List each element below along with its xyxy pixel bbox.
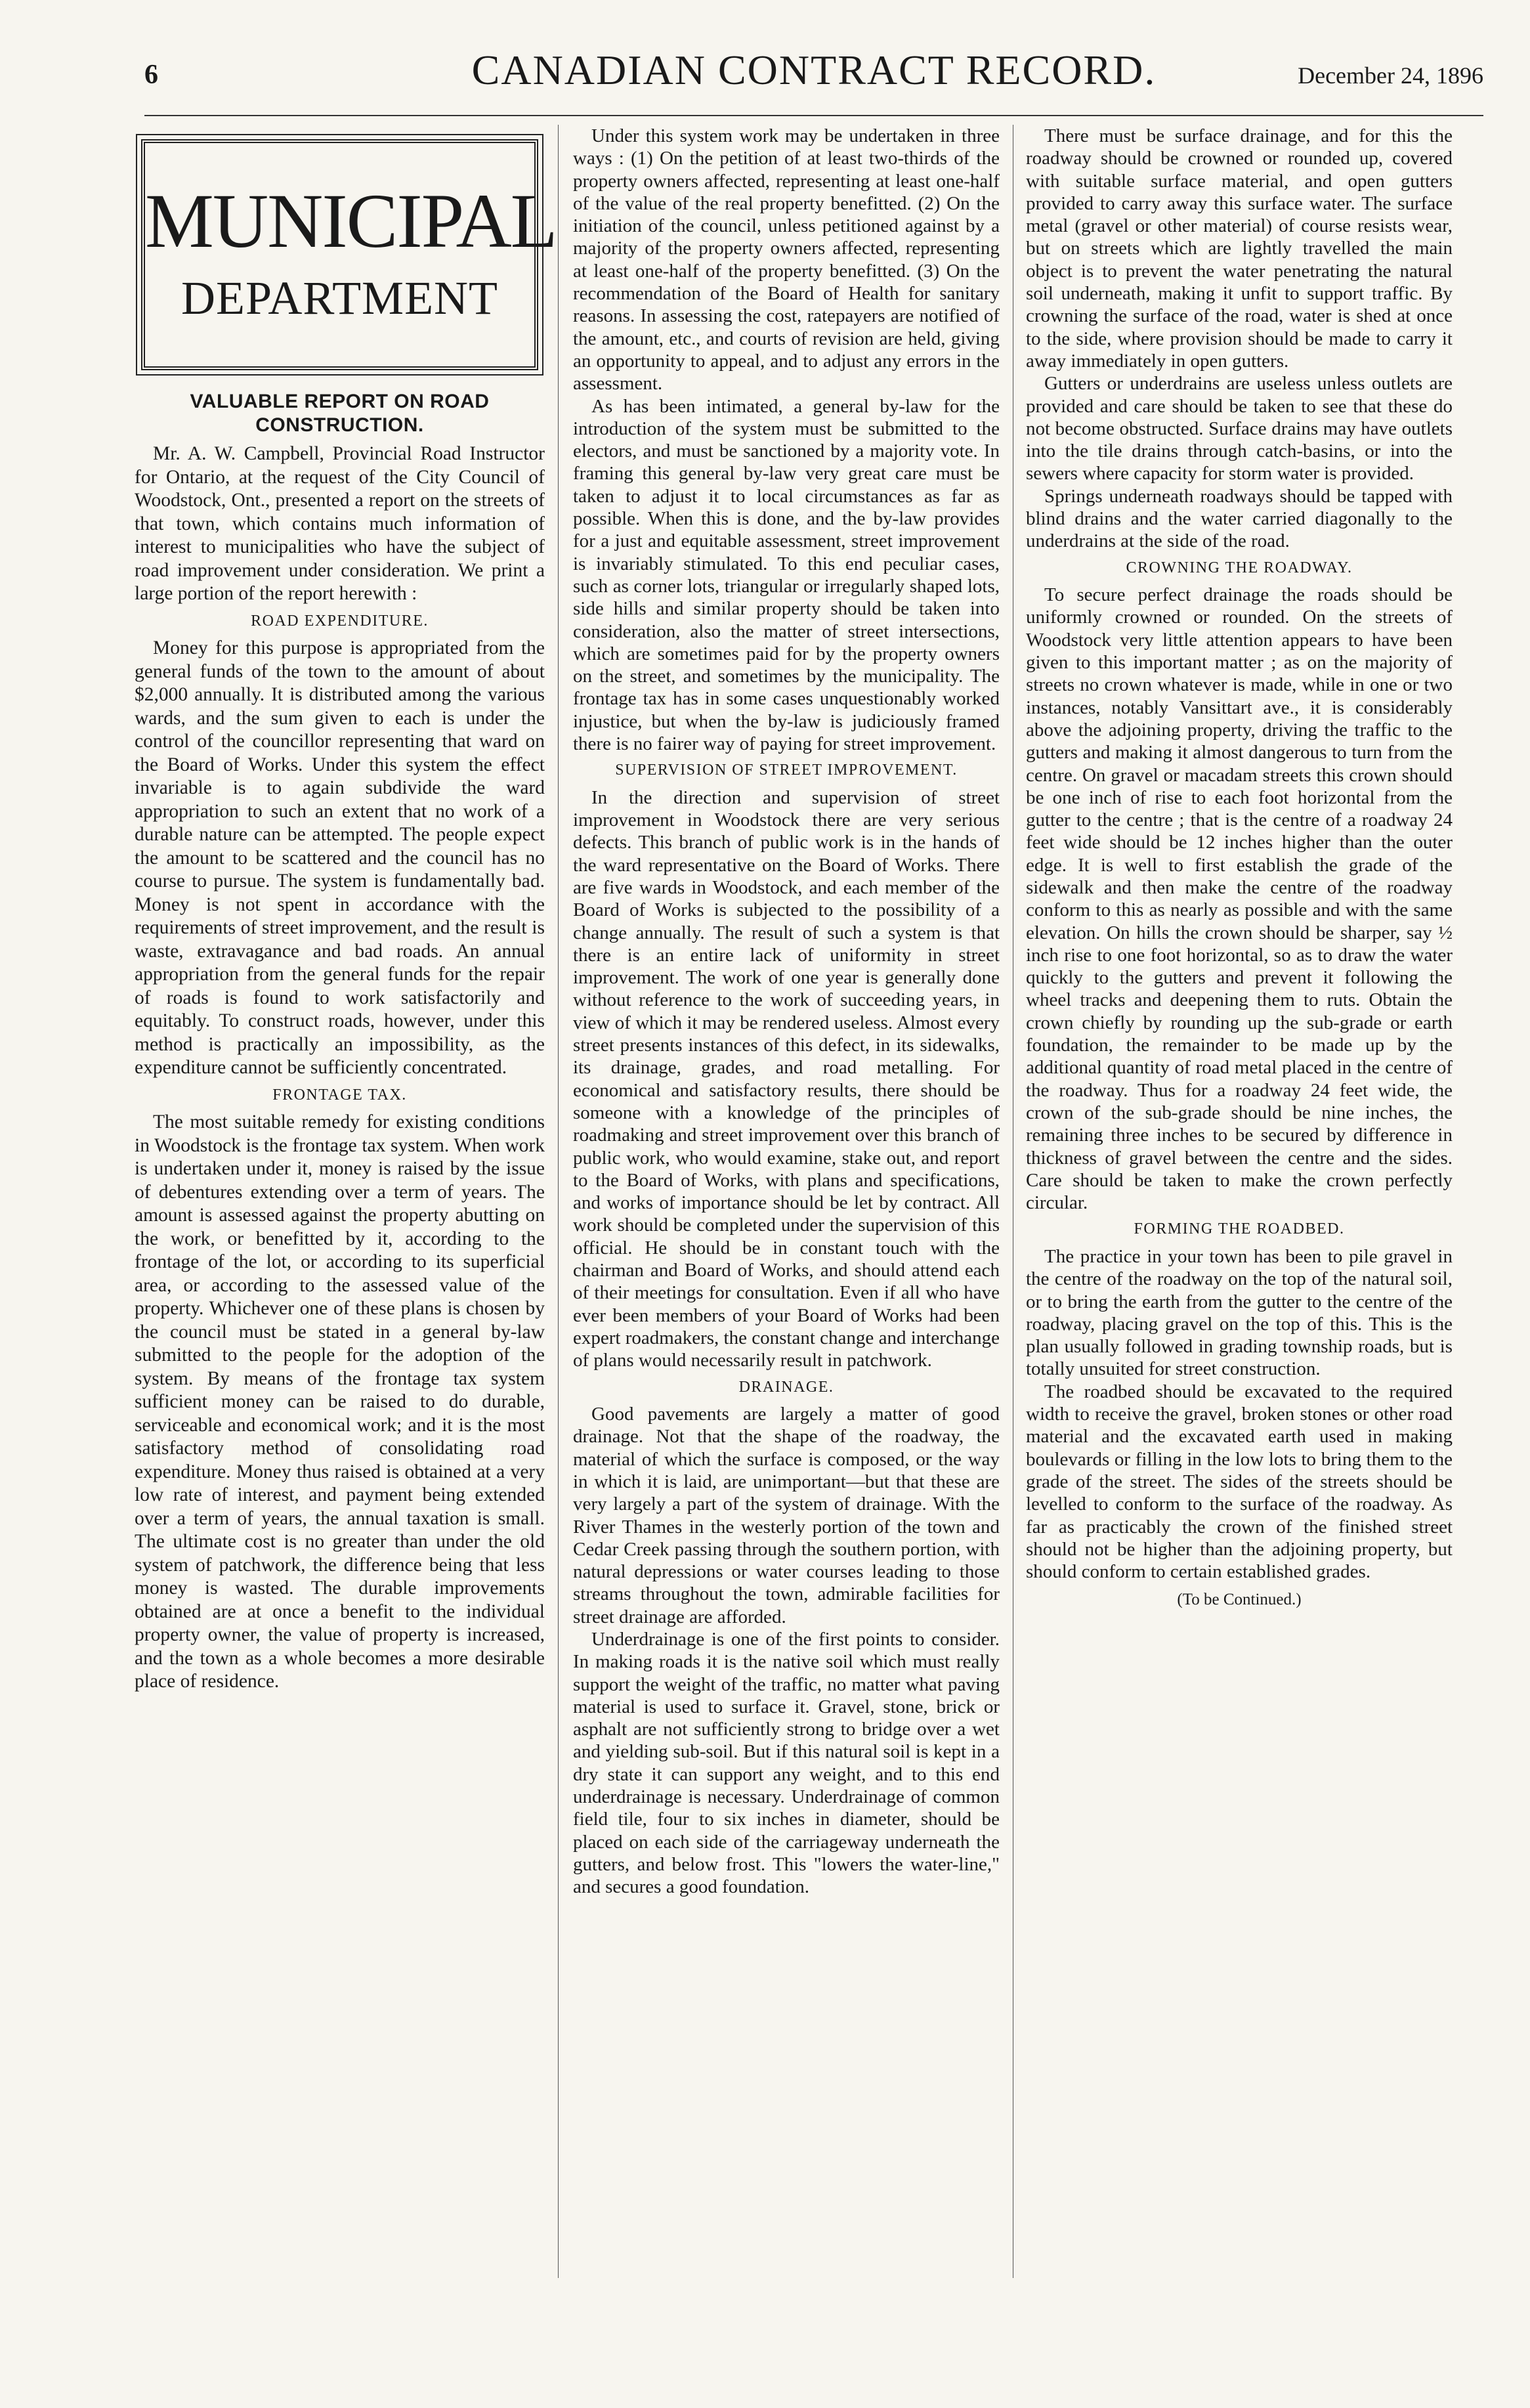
section-heading: FRONTAGE TAX. — [272, 1086, 407, 1104]
section-heading: CROWNING THE ROADWAY. — [1126, 559, 1353, 576]
paragraph: The practice in your town has been to pile gravel in the centre of the roadway on the top of the natural soil, or to bring the earth from the gutter to the centre of the roadway, placing gravel on the top of this. This is the plan usually followed in grading township roads, but is totally unsuited for street construction. — [1026, 1245, 1453, 1380]
paragraph: Springs underneath roadways should be tapped with blind drains and the water carried diagonally to the underdrains at the side of the road. — [1026, 485, 1453, 552]
section-heading: DRAINAGE. — [738, 1378, 834, 1396]
paragraph: Under this system work may be undertaken in three ways : (1) On the petition of at least two-thirds of the property owners affected, representing at least one-half of the value of the real property benefitted. (2) On the initiation of the council, unless petitioned against by a majority of the property owners affected, representing at least one-half of the property benefitted. (3) On the recommendation of the Board of Health for sanitary reasons. In assessing the cost, ratepayers are notified of the amount, etc., and courts of revision are held, giving an opportunity to appeal, and to adjust any errors in the assessment. — [573, 125, 1000, 395]
page-header — [144, 47, 1483, 112]
paragraph: As has been intimated, a general by-law for the introduction of the system must be submitted to the electors, and must be sanctioned by a majority vote. In framing this general by-law very great care must be taken to adjust it to local circumstances as far as possible. When this is done, and the by-law provides for a just and equitable assessment, street improvement is invariably stimulated. To this end peculiar cases, such as corner lots, triangular or irregularly shaped lots, side hills and similar property should be taken into consideration, also the matter of street intersections, which are sometimes paid for by the property owners on the street, and sometimes by the municipality. The frontage tax has in some cases unquestionably worked injustice, but when the by-law is judiciously framed there is no fairer way of paying for street improvement. — [573, 395, 1000, 755]
paragraph: The most suitable remedy for existing conditions in Woodstock is the frontage tax system. When work is undertaken under it, money is raised by the issue of debentures extending over a term of years. The amount is assessed against the property abutting on the work, or benefitted by it, according to the frontage of the lot, or according to its superficial area, or according to the assessed value of the property. Whichever one of these plans is chosen by the council must be stated in a general by-law submitted to the people for the adoption of the system. By means of the frontage tax system sufficient money can be raised to do durable, serviceable and economical work; and it is the most satisfactory method of consolidating road expenditure. Money thus raised is obtained at a very low rate of interest, and payment being extended over a term of years, the annual taxation is small. The ultimate cost is no greater than under the old system of patchwork, the difference being that less money is wasted. The durable improvements obtained are at once a benefit to the individual property owner, the value of property is increased, and the town as a whole becomes a more desirable place of residence. — [135, 1111, 545, 1692]
column-rule — [558, 125, 559, 2278]
department-banner — [141, 139, 557, 370]
paragraph: Good pavements are largely a matter of good drainage. Not that the shape of the roadway, the material of which the surface is composed, or the way in which it is laid, are unimportant—but that these are very largely a part of the system of drainage. With the River Thames in the westerly portion of the town and Cedar Creek passing through the southern portion, with natural depressions or water courses leading to those streams throughout the town, admirable facilities for street drainage are afforded. — [573, 1404, 1000, 1627]
paragraph: Underdrainage is one of the first points to consider. In making roads it is the native soil which must really support the weight of the traffic, no matter what paving material is used to surface it. Gravel, stone, brick or asphalt are not sufficiently strong to bridge over a wet and yielding sub-soil. But if this natural soil is kept in a dry state it can support any weight, and to this end underdrainage is necessary. Underdrainage of common field tile, four to six inches in diameter, should be placed on each side of the carriageway underneath the gutters, and below frost. This "lowers the water-line," and secures a good foundation. — [573, 1629, 1000, 1898]
column-3 — [1026, 125, 1453, 1612]
section-heading: SUPERVISION OF STREET IMPROVEMENT. — [615, 762, 958, 779]
column-2 — [573, 125, 1000, 1899]
header-rule — [144, 115, 1483, 116]
publication-title: CANADIAN CONTRACT RECORD. — [471, 47, 1157, 93]
column-1 — [135, 125, 557, 1694]
paragraph: The roadbed should be excavated to the required width to receive the gravel, broken stones or other road material and the excavated earth used in making boulevards or filling in the low lots to bring them to the grade of the street. The sides of the streets should be levelled to conform to the surface of the roadway. As far as practicably the crown of the finished street should not be higher than the adjoining property, but should conform to certain established grades. — [1026, 1381, 1453, 1583]
banner-department: DEPARTMENT — [181, 272, 499, 324]
page-number: 6 — [144, 60, 158, 90]
section-heading: ROAD EXPENDITURE. — [251, 612, 429, 630]
paragraph: There must be surface drainage, and for this the roadway should be crowned or rounded up, covered with suitable surface material, and open gutters provided to carry away this surface water. The surface metal (gravel or other material) of course resists wear, but on streets which are lightly travelled the main object is to prevent the water penetrating the natural soil underneath, making it unfit to support traffic. By crowning the surface of the road, water is shed at once to the side, where provision should be made to carry it away immediately in open gutters. — [1026, 125, 1453, 372]
article-intro: Mr. A. W. Campbell, Provincial Road Instructor for Ontario, at the request of the City Council of Woodstock, Ont., presented a report on the streets of that town, which contains much information of interest to municipalities who have the subject of road improvement under consideration. We print a large portion of the report herewith : — [135, 443, 545, 604]
paragraph: Money for this purpose is appropriated from the general funds of the town to the amount of about $2,000 annually. It is distributed among the various wards, and the sum given to each is under the control of the councillor representing that ward on the Board of Works. Under this system the effect invariable is to again subdivide the ward appropriation to such an extent that no work of a durable nature can be attempted. The people expect the amount to be scattered and the council has no course to pursue. The system is fundamentally bad. Money is not spent in accordance with the requirements of street improvement, and the result is waste, extravagance and bad roads. An annual appropriation from the general funds for the repair of roads is found to work satisfactorily and equitably. To construct roads, however, under this method is practically an impossibility, as the expenditure cannot be sufficiently concentrated. — [135, 637, 545, 1078]
paragraph: In the direction and supervision of street improvement in Woodstock there are very serious defects. This branch of public work is in the hands of the ward representative on the Board of Works. There are five wards in Woodstock, and each member of the Board of Works is subjected to the possibility of a change annually. The result of such a system is that there is an entire lack of uniformity in street improvement. The work of one year is generally done without reference to the work of succeeding years, in view of which it may be rendered useless. Almost every street presents instances of this defect, in its sidewalks, its drainage, grades, and road metalling. For economical and satisfactory results, there should be someone with a knowledge of the principles of roadmaking and street improvement over this branch of public work, who would examine, stake out, and report to the Board of Works, with plans and specifications, and works of importance should be let by contract. All work should be completed under the supervision of this official. He should be in constant touch with the chairman and Board of Works, and should attend each of their meetings for consultation. Even if all who have ever been members of your Board of Works had been expert roadmakers, the constant change and interchange of plans would necessarily result in patchwork. — [573, 786, 1000, 1371]
article-title: VALUABLE REPORT ON ROAD CONSTRUCTION. — [190, 391, 490, 436]
paragraph: To secure perfect drainage the roads should be uniformly crowned or rounded. On the streets of Woodstock very little attention appears to have been given to this important matter ; as on the majority of streets no crown whatever is made, while in one or two instances, notably Vansittart ave., it is considerably above the adjoining property, driving the traffic to the gutters and making it almost dangerous to turn from the centre. On gravel or macadam streets this crown should be one inch of rise to each foot horizontal from the gutter to the centre ; that is the centre of a roadway 24 feet wide should be 12 inches higher than the outer edge. It is well to first establish the grade of the sidewalk and then make the centre of the roadway conform to this as nearly as possible and with the same elevation. On hills the crown should be sharper, say ½ inch rise to one foot horizontal, so as to draw the water quickly to the gutters and prevent it following the wheel tracks and deepening them to ruts. Obtain the crown chiefly by rounding up the sub-grade or earth foundation, the remainder to be made up by the additional quantity of road metal placed in the centre of the roadway. Thus for a roadway 24 feet wide, the crown of the sub-grade should be nine inches, the remaining three inches to be secured by difference in thickness of gravel between the centre and the sides. Care should be taken to make the crown perfectly circular. — [1026, 584, 1453, 1214]
issue-date: December 24, 1896 — [1298, 62, 1483, 89]
section-heading: FORMING THE ROADBED. — [1134, 1220, 1345, 1238]
continued-note: (To be Continued.) — [1177, 1591, 1302, 1609]
banner-municipal: MUNICIPAL — [145, 178, 557, 264]
paragraph: Gutters or underdrains are useless unless outlets are provided and care should be taken to see that these do not become obstructed. Surface drains may have outlets into the tile drains through catch-basins, or into the sewers where capacity for storm water is provided. — [1026, 373, 1453, 484]
